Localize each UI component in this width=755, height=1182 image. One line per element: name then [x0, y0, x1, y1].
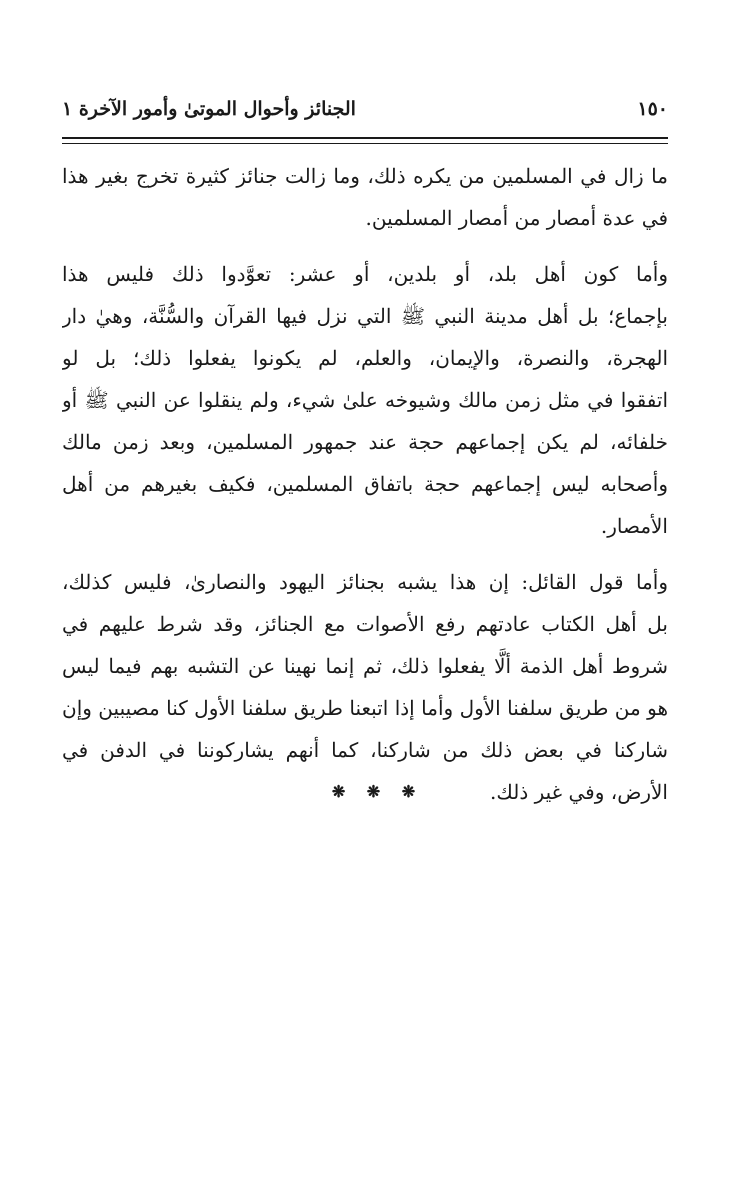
text-line: ما زال في المسلمين من يكره ذلك، وما زالت جنائز كثيرة تخرج بغير هذا — [62, 164, 668, 188]
text-line: الأمصار. — [600, 514, 668, 538]
paragraph-2 — [62, 253, 668, 547]
text-line: بل أهل الكتاب عادتهم رفع الأصوات مع الجنائز، وقد شرط عليهم في — [62, 612, 668, 636]
paragraph-1 — [62, 155, 668, 239]
text-line: وأما كون أهل بلد، أو بلدين، أو عشر: تعوَّدوا ذلك فليس هذا — [62, 262, 668, 286]
page-number: ١٥٠ — [637, 98, 668, 120]
text-line: شروط أهل الذمة ألَّا يفعلوا ذلك، ثم إنما نهينا عن التشبه بهم فيما ليس — [62, 654, 668, 678]
text-line: الهجرة، والنصرة، والإيمان، والعلم، لم يكونوا يفعلوا ذلك؛ بل لو — [62, 346, 668, 370]
running-title: الجنائز وأحوال الموتىٰ وأمور الآخرة ١ — [62, 98, 356, 120]
text-line: خلفائه، لم يكن إجماعهم حجة عند جمهور المسلمين، وبعد زمن مالك — [62, 430, 668, 454]
text-line: وأصحابه ليس إجماعهم حجة باتفاق المسلمين، فكيف بغيرهم من أهل — [62, 472, 668, 496]
section-separator: ❋ ❋ ❋ — [331, 782, 424, 801]
text-line: بإجماع؛ بل أهل مدينة النبي ﷺ التي نزل فيها القرآن والسُّنَّة، وهيٰ دار — [62, 304, 668, 328]
text-line: اتفقوا في مثل زمن مالك وشيوخه علىٰ شيء، ولم ينقلوا عن النبي ﷺ أو — [62, 388, 668, 412]
text-line: في عدة أمصار من أمصار المسلمين. — [365, 206, 668, 230]
text-line: هو من طريق سلفنا الأول وأما إذا اتبعنا طريق سلفنا الأول كنا مصيبين وإن — [62, 696, 668, 720]
body-text — [62, 155, 668, 813]
paragraph-3 — [62, 561, 668, 813]
page-header — [62, 92, 668, 132]
text-line: وأما قول القائل: إن هذا يشبه بجنائز اليهود والنصارىٰ، فليس كذلك، — [62, 570, 668, 594]
text-line: شاركنا في بعض ذلك من شاركنا، كما أنهم يشاركوننا في الدفن في — [62, 738, 668, 762]
text-line: الأرض، وفي غير ذلك. — [490, 780, 668, 804]
header-rule-thick — [62, 137, 668, 139]
header-rule-thin — [62, 143, 668, 144]
